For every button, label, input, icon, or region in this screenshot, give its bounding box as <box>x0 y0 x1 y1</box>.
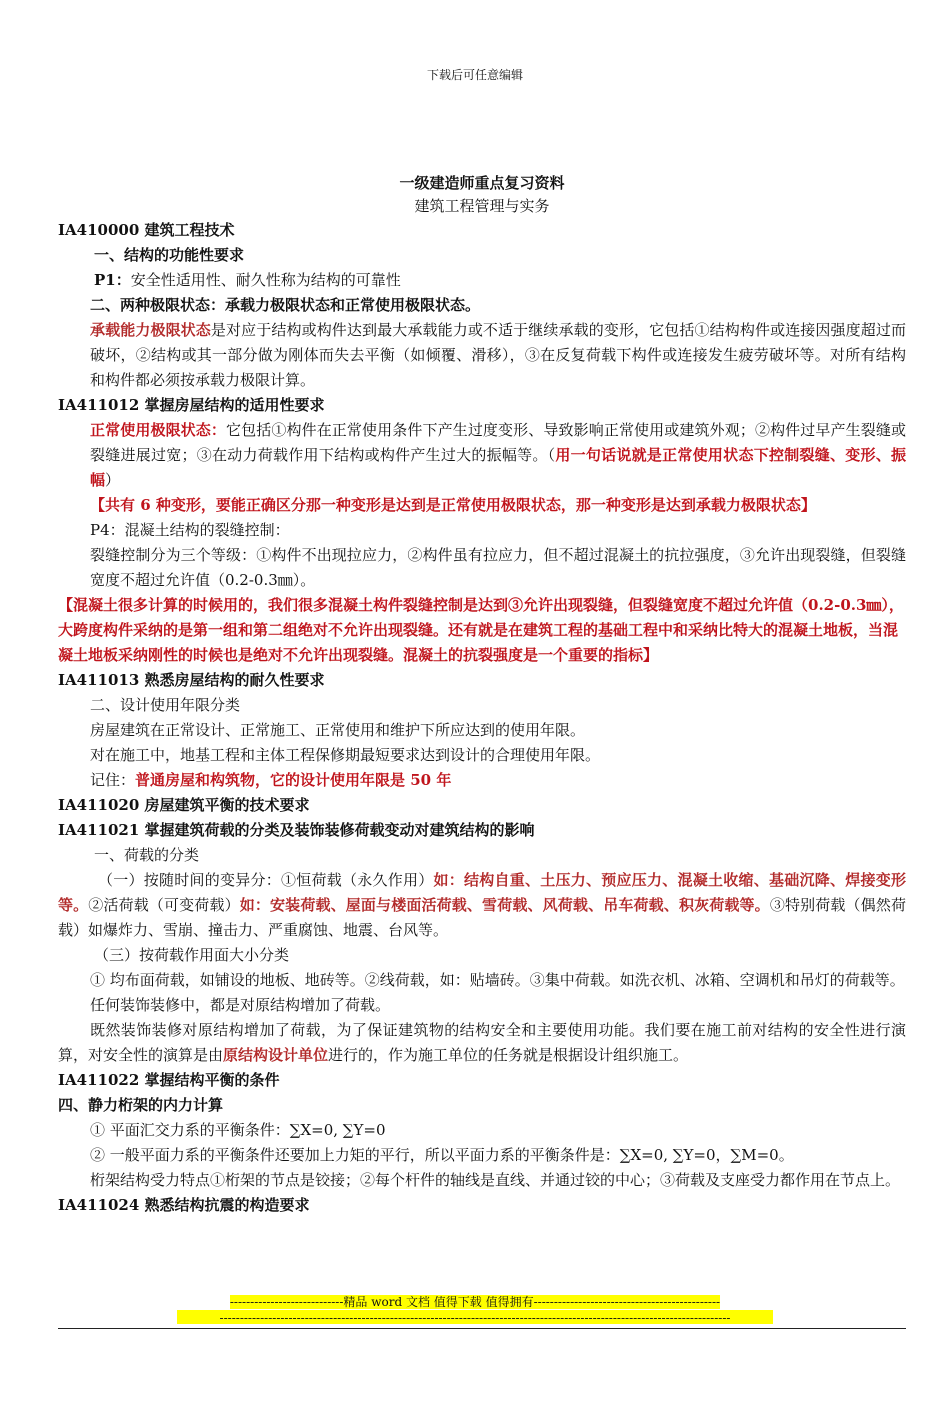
text: 它包括①构件在正常使用条件下产生过度变形、导致影响正常使用或建筑外观；②构件过早产生裂缝或裂缝进展过宽；③在动力荷载作用下结构或构件产生过大的振幅等。（ <box>90 421 906 464</box>
paragraph: P4：混凝土结构的裂缝控制： <box>90 521 290 539</box>
section-heading: IA411020 房屋建筑平衡的技术要求 <box>58 796 310 814</box>
paragraph: 桁架结构受力特点①桁架的节点是铰接；②每个杆件的轴线是直线、并通过铰的中心；③荷载及支座受力都作用在节点上。 <box>90 1171 901 1189</box>
paragraph: 房屋建筑在正常设计、正常施工、正常使用和维护下所应达到的使用年限。 <box>90 721 586 739</box>
paragraph: 对在施工中，地基工程和主体工程保修期最短要求达到设计的合理使用年限。 <box>90 746 601 764</box>
paragraph: 一、荷载的分类 <box>94 846 200 864</box>
text: 是对应于结构或构件达到最大承载能力或不适于继续承载的变形，它包括①结构构件或连接因强度超过而破坏，②结构或其一部分做为刚体而失去平衡（如倾覆、滑移），③在反复荷载下构件或连接发生疲劳破坏等。对所有结构和构件都必须按承载力极限计算。 <box>90 321 906 389</box>
footer-dashes-text: ------------------------------------------------------------------------------------------------------------------------------ <box>177 1310 773 1324</box>
footer-rule <box>58 1328 906 1329</box>
paragraph <box>58 1018 906 1068</box>
section-heading: IA410000 建筑工程技术 <box>58 221 235 239</box>
subheading: 二、两种极限状态：承载力极限状态和正常使用极限状态。 <box>90 296 481 314</box>
highlight-note: 如：安装荷载、屋面与楼面活荷载、雪荷载、风荷载、吊车荷载、积灰荷载等。 <box>239 896 770 914</box>
document-body <box>58 154 906 1218</box>
paragraph <box>58 868 906 943</box>
text: （一）按随时间的变异分：①恒荷载（永久作用） <box>98 871 434 889</box>
doc-title: 一级建造师重点复习资料 <box>399 174 565 192</box>
paragraph: 任何装饰装修中，都是对原结构增加了荷载。 <box>90 996 391 1014</box>
footer <box>0 1294 950 1326</box>
page-ref: P1： <box>94 271 131 289</box>
highlight-note: 用一句话说就是正常使用状态下控制裂缝、变形、振幅 <box>90 446 906 489</box>
emphasis-note: 【共有 6 种变形，要能正确区分那一种变形是达到是正常使用极限状态，那一种变形是达到承载力极限状态】 <box>90 496 816 514</box>
text: 进行的，作为施工单位的任务就是根据设计组织施工。 <box>328 1046 689 1064</box>
section-heading: IA411024 熟悉结构抗震的构造要求 <box>58 1196 310 1214</box>
paragraph: ① 均布面荷载，如铺设的地板、地砖等。②线荷载，如：贴墙砖。③集中荷载。如洗衣机、冰箱、空调机和吊灯的荷载等。 <box>90 971 905 989</box>
emphasis-note: 【混凝土很多计算的时候用的，我们很多混凝土构件裂缝控制是达到③允许出现裂缝，但裂缝宽度不超过允许值（0.2-0.3㎜），大跨度构件采纳的是第一组和第二组绝对不允许出现裂缝。还有就是在建筑工程的基础工程中和采纳比特大的混凝土地板，当混凝土地板采纳刚性的时候也是绝对不允许出现裂缝。混凝土的抗裂强度是一个重要的指标】 <box>58 596 904 664</box>
download-note: 下载后可任意编辑 <box>426 68 523 82</box>
paragraph <box>58 268 906 293</box>
footer-banner <box>0 1294 950 1310</box>
text: 既然装饰装修对原结构增加了荷载，为了保证建筑物的结构安全和主要使用功能。我们要在施工前对结构的安全性进行演算，对安全性的演算是由 <box>58 1021 906 1064</box>
paragraph <box>58 418 906 493</box>
paragraph: 二、设计使用年限分类 <box>90 696 241 714</box>
text: ③特别荷载（偶然荷载）如爆炸力、雪崩、撞击力、严重腐蚀、地震、台风等。 <box>58 896 906 939</box>
section-heading: IA411021 掌握建筑荷载的分类及装饰装修荷载变动对建筑结构的影响 <box>58 821 535 839</box>
footer-dashes <box>0 1310 950 1326</box>
section-heading: IA411012 掌握房屋结构的适用性要求 <box>58 396 325 414</box>
highlight-note: 普通房屋和构筑物，它的设计使用年限是 50 年 <box>135 771 452 789</box>
section-heading: IA411022 掌握结构平衡的条件 <box>58 1071 280 1089</box>
paragraph <box>58 318 906 393</box>
text: ） <box>105 471 121 489</box>
highlight-term: 原结构设计单位 <box>223 1046 329 1064</box>
paragraph: ② 一般平面力系的平衡条件还要加上力矩的平行，所以平面力系的平衡条件是：∑X=0, ∑Y=0，∑M=0。 <box>90 1146 794 1164</box>
subheading: 四、静力桁架的内力计算 <box>58 1096 224 1114</box>
text: ②活荷载（可变荷载） <box>88 896 240 914</box>
paragraph <box>58 768 906 793</box>
highlight-term: 正常使用极限状态： <box>90 421 227 439</box>
footer-banner-text: ----------------------------精品 word 文档 值得下载 值得拥有---------------------------------------------- <box>229 1295 721 1309</box>
paragraph: ① 平面汇交力系的平衡条件：∑X=0, ∑Y=0 <box>90 1121 386 1139</box>
section-heading: IA411013 熟悉房屋结构的耐久性要求 <box>58 671 325 689</box>
text: 记住： <box>90 771 136 789</box>
paragraph: 裂缝控制分为三个等级：①构件不出现拉应力，②构件虽有拉应力，但不超过混凝土的抗拉强度，③允许出现裂缝，但裂缝宽度不超过允许值（0.2-0.3㎜）。 <box>90 546 906 589</box>
doc-subtitle: 建筑工程管理与实务 <box>414 197 550 215</box>
highlight-term: 承载能力极限状态 <box>90 321 211 339</box>
highlight-note: 如：结构自重、土压力、预应压力、混凝土收缩、基础沉降、焊接变形等。 <box>58 871 906 914</box>
subheading: 一、结构的功能性要求 <box>94 246 245 264</box>
text: 安全性适用性、耐久性称为结构的可靠性 <box>130 271 401 289</box>
paragraph: （三）按荷载作用面大小分类 <box>94 946 290 964</box>
